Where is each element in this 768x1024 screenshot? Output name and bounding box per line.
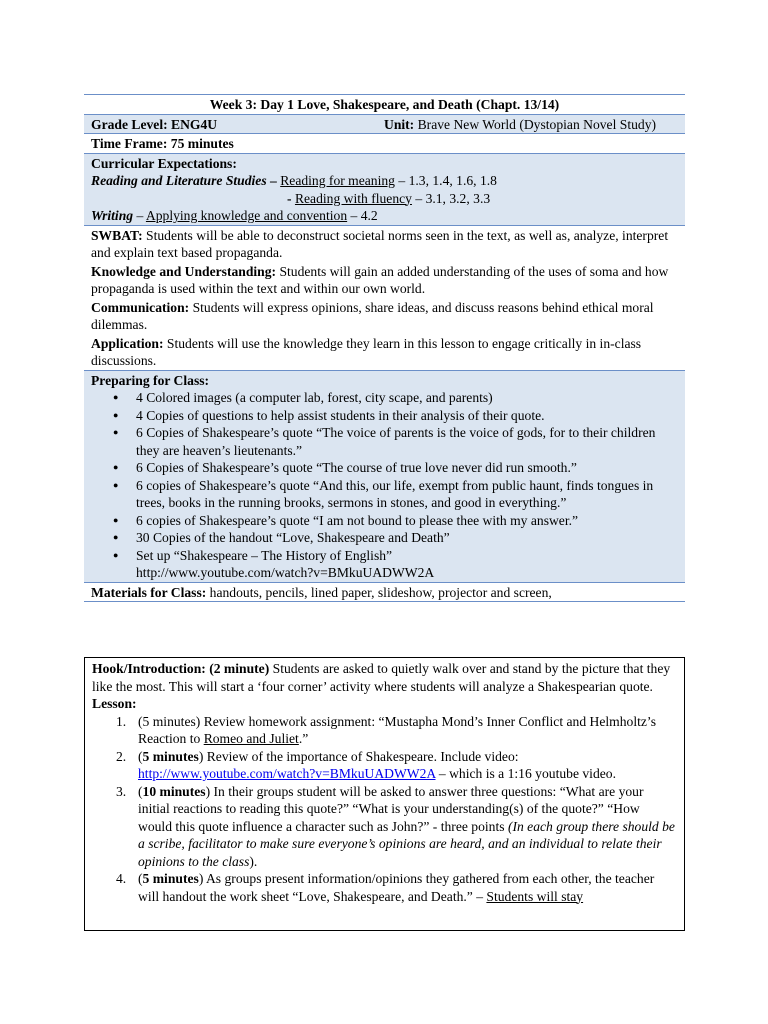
preparing-heading: Preparing for Class: [91,372,210,388]
preparing-for-class [84,370,685,582]
lesson-step: 3. (10 minutes) In their groups student will be asked to answer three questions: “What are your initial reactions to reading this quote?” “What is your understanding(s) of the quote?” “How would this quote influence a character such as John?” - three points (In each group there should be a scribe, facilitator to make sure everyone’s opinions are heard, and an individual to relate their opinions to the class). [116,783,675,869]
writing-line: Writing – Applying knowledge and convention – 4.2 [91,208,378,223]
list-item: ● 6 Copies of Shakespeare’s quote “The voice of parents is the voice of gods, for to their children they are heaven’s lieutenants.” [113,424,678,459]
list-item-video: ● Set up “Shakespeare – The History of English” http://www.youtube.com/watch?v=BMkuUADWW2A [113,547,678,582]
lesson-step: 2. (5 minutes) Review of the importance of Shakespeare. Include video: http://www.youtube.com/watch?v=BMkuUADWW2A – which is a 1:16 youtube video. [116,748,616,781]
list-item: ● 6 copies of Shakespeare’s quote “And this, our life, exempt from public haunt, finds tongues in trees, books in the running brooks, sermons in stones, and good in everything.” [113,477,678,512]
materials-for-class: Materials for Class: handouts, pencils, lined paper, slideshow, projector and screen, [84,582,685,603]
unit: Unit: Brave New World (Dystopian Novel Study) [384,116,657,132]
list-item: ● 4 Colored images (a computer lab, forest, city scape, and parents) [113,389,678,407]
preparing-list [91,389,678,582]
lesson-plan-table [84,94,685,602]
video-url-text: http://www.youtube.com/watch?v=BMkuUADWW2A [136,565,435,580]
lesson-steps [92,713,677,906]
youtube-link[interactable]: http://www.youtube.com/watch?v=BMkuUADWW2A [138,766,436,781]
curricular-expectations [84,153,685,225]
plan-title: Week 3: Day 1 Love, Shakespeare, and Death (Chapt. 13/14) [84,94,685,114]
knowledge-understanding: Knowledge and Understanding: Students will gain an added understanding of the uses of soma and how propaganda is used within the text and within our own world. [91,263,669,296]
time-frame: Time Frame: 75 minutes [84,133,685,153]
lesson-step: 1. (5 minutes) Review homework assignment: “Mustapha Mond’s Inner Conflict and Helmholtz’s Reaction to Romeo and Juliet.” [116,713,656,746]
communication: Communication: Students will express opinions, share ideas, and discuss reasons behind ethical moral dilemmas. [91,299,654,332]
application: Application: Students will use the knowledge they learn in this lesson to engage critically in in-class discussions. [91,335,642,368]
grade-level: Grade Level: ENG4U [91,116,218,132]
grade-unit-row [84,114,685,134]
reading-fluency-line: - Reading with fluency – 3.1, 3.2, 3.3 [287,190,491,206]
swbat: SWBAT: Students will be able to deconstruct societal norms seen in the text, as well as, analyze, interpret and explain text based propaganda. [84,225,685,262]
curricular-heading: Curricular Expectations: [91,155,237,171]
lesson-box [84,657,685,931]
list-item: ● 30 Copies of the handout “Love, Shakespeare and Death” [113,529,678,547]
list-item: ● 6 copies of Shakespeare’s quote “I am not bound to please thee with my answer.” [113,512,678,530]
reading-meaning-line: Reading and Literature Studies – Reading for meaning – 1.3, 1.4, 1.6, 1.8 [91,173,497,188]
list-item: ● 4 Copies of questions to help assist students in their analysis of their quote. [113,407,678,425]
lesson-heading: Lesson: [92,696,137,711]
list-item: ● 6 Copies of Shakespeare’s quote “The course of true love never did run smooth.” [113,459,678,477]
hook-introduction: Hook/Introduction: (2 minute) Students are asked to quietly walk over and stand by the picture that they like the most. This will start a ‘four corner’ activity where students will analyze a Shakespearian quote. [92,661,671,694]
lesson-step: 4. (5 minutes) As groups present information/opinions they gathered from each other, the teacher will handout the work sheet “Love, Shakespeare, and Death.” – Students will stay [116,871,655,904]
